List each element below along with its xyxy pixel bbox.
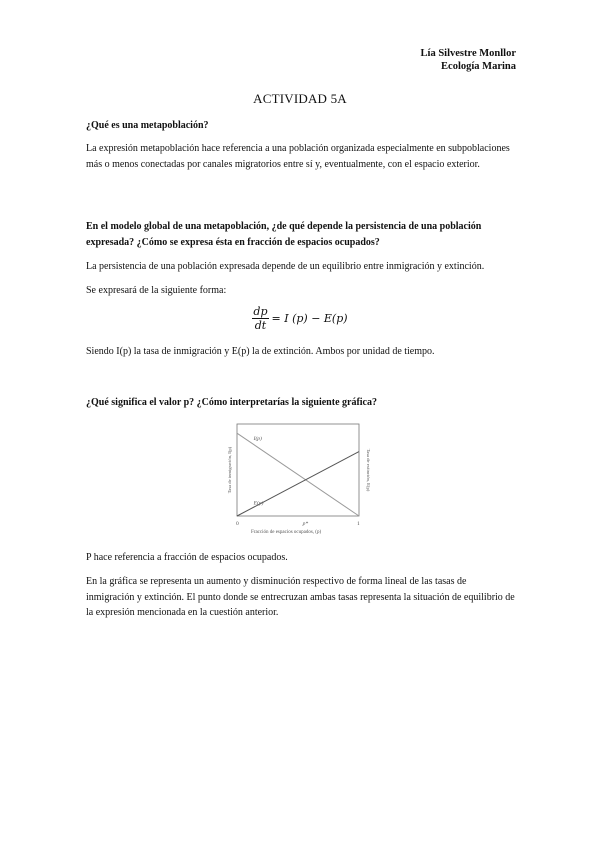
chart <box>222 418 384 536</box>
answer-3b: En la gráfica se representa un aumento y disminución respectivo de forma lineal de las tasas de inmigración y extinción. El punto donde se entrecruzan ambas tasas representa la situación de equilibrio de la expresión mencionada en la cuestión anterior. <box>86 576 515 618</box>
formula-fraction <box>252 305 268 332</box>
question-3: ¿Qué significa el valor p? ¿Cómo interpretarías la siguiente gráfica? <box>86 397 377 408</box>
section-2-answer-1 <box>86 259 516 275</box>
formula-denominator: dt <box>254 319 267 332</box>
question-1: ¿Qué es una metapoblación? <box>86 120 209 131</box>
y-axis-label-right: Tasa de extinción, E(p) <box>366 448 371 492</box>
section-1 <box>86 118 516 134</box>
section-3-answer-2 <box>86 574 516 621</box>
question-2: En el modelo global de una metapoblación, ¿de qué depende la persistencia de una población expresada? ¿Cómo se expresa ésta en fracción de espacios ocupados? <box>86 221 482 248</box>
x-tick-label: 0 <box>236 521 239 527</box>
author-name: Lía Silvestre Monllor <box>420 48 516 59</box>
section-2 <box>86 219 516 250</box>
answer-2c: Siendo I(p) la tasa de inmigración y E(p) la de extinción. Ambos por unidad de tiempo. <box>86 346 435 357</box>
section-1-answer <box>86 141 516 172</box>
section-2-answer-3 <box>86 344 516 360</box>
formula <box>0 305 600 332</box>
formula-rhs: = I (p) − E(p) <box>271 312 348 325</box>
section-3 <box>86 395 516 411</box>
answer-2a: La persistencia de una población expresada depende de un equilibrio entre inmigración y extinción. <box>86 261 485 272</box>
section-2-answer-2 <box>86 283 516 299</box>
answer-1: La expresión metapoblación hace referencia a una población organizada especialmente en subpoblaciones más o menos conectadas por canales migratorios entre sí y, eventualmente, con el espacio exterior. <box>86 143 510 170</box>
series-line-ep <box>237 452 359 516</box>
author-block <box>421 47 516 73</box>
answer-2b: Se expresará de la siguiente forma: <box>86 285 227 296</box>
y-axis-label-left: Tasa de inmigración, I(p) <box>227 446 232 494</box>
section-3-answer-1 <box>86 550 516 566</box>
page-title: ACTIVIDAD 5A <box>253 91 347 106</box>
answer-3a: P hace referencia a fracción de espacios ocupados. <box>86 552 288 563</box>
x-axis-label: Fracción de espacios ocupados, (p) <box>251 530 322 535</box>
formula-numerator: dp <box>253 305 268 318</box>
x-tick-label: 1 <box>357 521 360 527</box>
series-label: E(p) <box>253 500 264 507</box>
subject-name: Ecología Marina <box>441 61 516 72</box>
x-tick-label: p* <box>302 521 309 527</box>
series-label: I(p) <box>253 436 262 443</box>
